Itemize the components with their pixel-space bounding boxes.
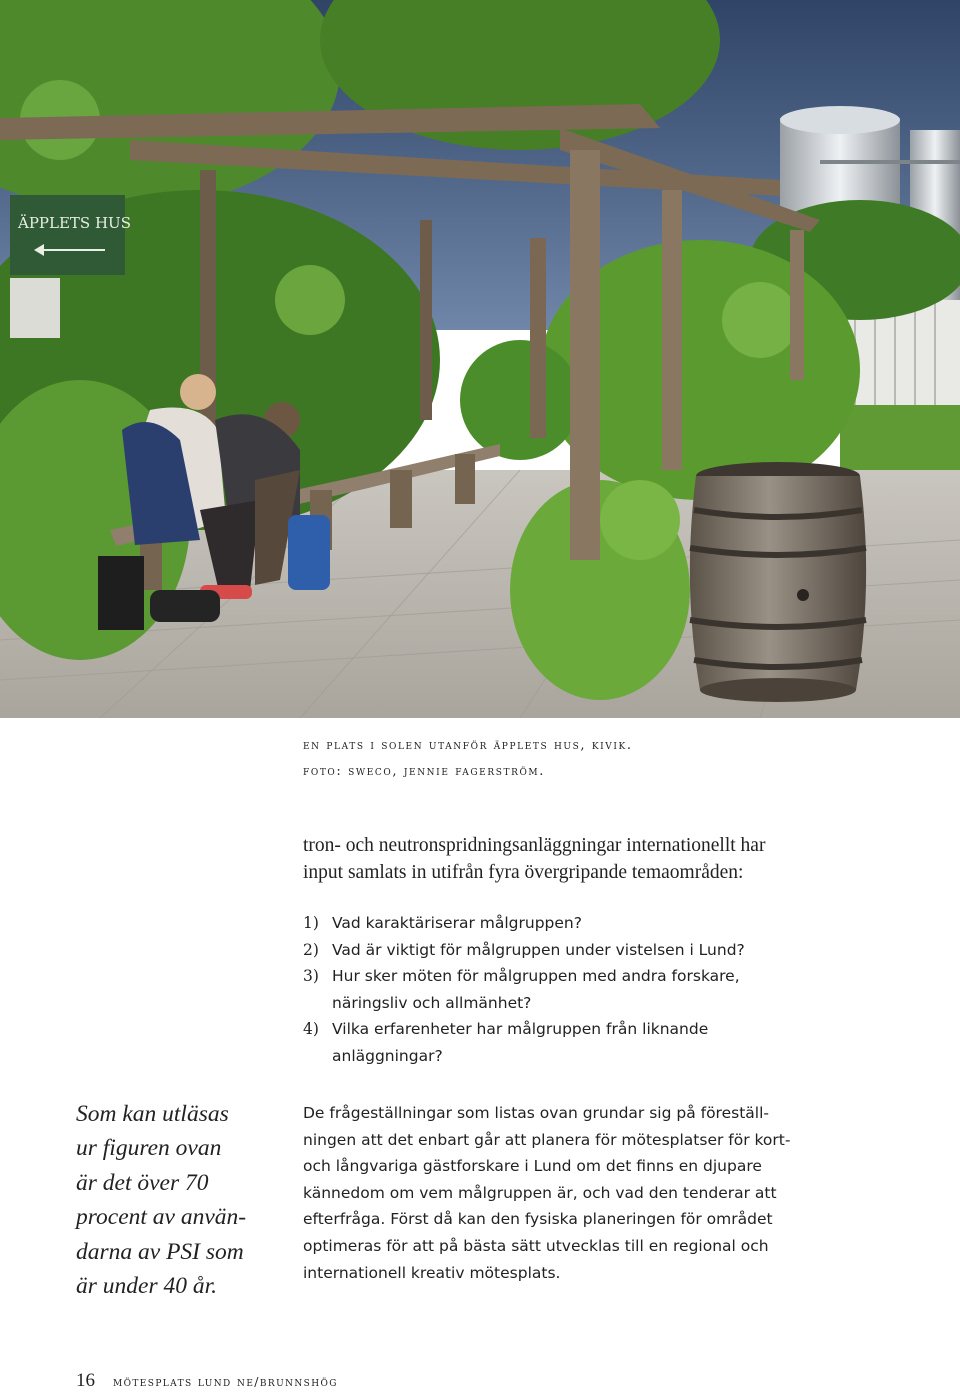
lawn [840,400,960,470]
page-footer [76,1370,338,1392]
question-text: Hur sker möten för målgruppen med andra forskare, [332,967,740,985]
intro-line-1: tron- och neutronspridningsanläggningar internationellt har [303,835,766,856]
sign-text: ÄPPLETS HUS [18,214,131,232]
question-list [303,910,823,1069]
body-line: internationell kreativ mötesplats. [303,1263,561,1282]
question-number: 4) [303,1020,319,1038]
question-text: näringsliv och allmänhet? [332,993,532,1012]
question-text: Vad är viktigt för målgruppen under vistelsen i Lund? [332,940,745,959]
page-number: 16 [76,1370,95,1391]
pull-quote-line: darna av PSI som [76,1238,244,1265]
body-line: optimeras för att på bästa sätt utvecklas till en regional och [303,1236,769,1255]
photo-caption [303,733,943,785]
question-text: anläggningar? [332,1046,443,1065]
body-line: kännedom om vem målgruppen är, och vad den tenderar att [303,1183,777,1202]
publication-title: mötesplats lund ne/brunnshög [113,1374,338,1389]
question-item [303,910,823,937]
intro-paragraph [303,832,863,886]
caption-line-2: foto: sweco, jennie fagerström. [303,764,545,779]
caption-line-1: en plats i solen utanför äpplets hus, kivik. [303,738,633,753]
pull-quote-line: procent av använ- [76,1204,247,1231]
pull-quote-line: är det över 70 [76,1169,209,1196]
pull-quote [76,1097,276,1303]
question-item [303,937,823,964]
pull-quote-line: ur figuren ovan [76,1135,222,1162]
question-item [303,1016,823,1069]
question-text: Vilka erfarenheter har målgruppen från liknande [332,1020,709,1038]
question-text: Vad karaktäriserar målgruppen? [332,914,582,932]
pull-quote-line: är under 40 år. [76,1273,218,1300]
pull-quote-line: Som kan utläsas [76,1101,229,1127]
body-line: och långvariga gästforskare i Lund om det finns en djupare [303,1157,762,1176]
wine-barrel [690,462,866,702]
intro-line-2: input samlats in utifrån fyra övergripande temaområden: [303,862,744,883]
question-item [303,963,823,1016]
body-paragraph [303,1100,848,1286]
body-line: De frågeställningar som listas ovan grundar sig på föreställ- [303,1104,769,1122]
question-number: 1) [303,914,319,932]
body-line: ningen att det enbart går att planera för mötesplatser för kort- [303,1130,791,1149]
body-line: efterfråga. Först då kan den fysiska planeringen för området [303,1210,773,1229]
question-number: 2) [303,940,319,959]
question-number: 3) [303,967,319,985]
